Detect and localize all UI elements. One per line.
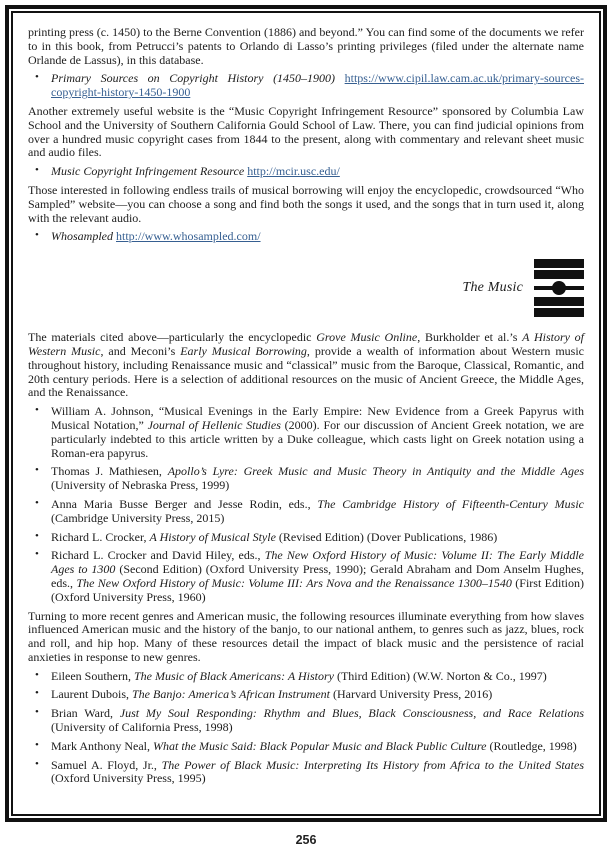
text-run: (University of California Press, 1998)	[51, 720, 233, 735]
italic-text: What the Music Said: Black Popular Music and Black Public Culture	[152, 738, 487, 753]
italic-text: A History of Musical Style	[149, 529, 276, 544]
section-heading-row	[28, 259, 584, 317]
text-run: William A. Johnson, “Musical Evenings in the Early Empire: New Evidence from a Greek Papyrus with Musical Notation,”	[51, 404, 584, 432]
text-run: Anna Maria Busse Berger and Jesse Rodin, eds.,	[51, 496, 318, 511]
text-run: Those interested in following endless trails of musical borrowing will enjoy the encyclopedic, crowdsourced “Who Sampled” website—you can choose a song and find both the songs it used, and the songs that in turn used it, along with the relevant audio.	[28, 182, 584, 225]
bullet-marker: •	[35, 529, 39, 542]
text-run: , provide a wealth of information about Western music throughout history, including Renaissance music and “classical” music from the Baroque, Classical, Romantic, and 20th century periods. Here is a selection of additional resources on the music of Ancient Greece, the Middle Ages, and the Renaissance.	[28, 343, 584, 400]
list-item-text	[51, 164, 340, 178]
bullet-marker: •	[35, 548, 39, 561]
staff-bar	[534, 270, 584, 279]
bullet-marker: •	[35, 757, 39, 770]
list-item	[28, 707, 584, 735]
list-item-text	[51, 404, 584, 459]
hyperlink[interactable]: http://www.whosampled.com/	[116, 229, 261, 244]
list-item	[28, 740, 584, 754]
text-run: Richard L. Crocker,	[51, 529, 150, 544]
page-number: 256	[295, 833, 317, 847]
italic-text: Early Musical Borrowing	[180, 343, 307, 358]
italic-text: The New Oxford History of Music: Volume III: Ars Nova and the Renaissance 1300–1540	[76, 575, 512, 590]
italic-text: Primary Sources on Copyright History (1450–1900)	[51, 71, 345, 86]
text-run: , and Meconi’s	[100, 343, 181, 358]
page-border	[5, 5, 607, 822]
list-item-text	[51, 739, 577, 753]
list-item-text	[51, 229, 261, 243]
list-item	[28, 72, 584, 100]
text-run: (First Edition) (Oxford University Press, 1960)	[51, 575, 585, 604]
text-run: (Cambridge University Press, 2015)	[51, 510, 225, 525]
text-run: Another extremely useful website is the “Music Copyright Infringement Resource” sponsored by Columbia Law School and the University of Southern California Gould School of Law. There, you can find judicial opinions from over a hundred music copyright cases from 1844 to the present, along with commentary and relevant sheet music and audio files.	[28, 103, 584, 160]
list-item-text	[51, 530, 497, 544]
list-item-text	[51, 548, 584, 603]
italic-text: The Banjo: America’s African Instrument	[131, 687, 330, 702]
bullet-marker: •	[35, 706, 39, 719]
text-run: (Second Edition) (Oxford University Press, 1990); Gerald Abraham and Dom Anselm Hughes, eds.,	[51, 562, 584, 590]
text-run: , Burkholder et al.’s	[417, 330, 523, 345]
italic-text: Whosampled	[51, 229, 116, 244]
bullet-marker: •	[35, 668, 39, 681]
note-dot-icon	[552, 281, 566, 295]
italic-text: Grove Music Online	[316, 330, 418, 345]
text-run: Mark Anthony Neal,	[51, 738, 153, 753]
bullet-marker: •	[35, 229, 39, 242]
text-run: (Routledge, 1998)	[486, 738, 577, 753]
list-item-text	[51, 497, 584, 525]
italic-text: The New Oxford History of Music: Volume II: The Early Middle Ages to 1300	[51, 548, 584, 577]
list-item	[28, 549, 584, 604]
text-run: (Third Edition) (W.W. Norton & Co., 1997)	[333, 668, 547, 683]
staff-middle-line	[534, 281, 584, 295]
italic-text: Journal of Hellenic Studies	[147, 417, 281, 432]
bullet-marker: •	[35, 164, 39, 177]
italic-text: The Music of Black Americans: A History	[133, 668, 334, 683]
italic-text: A History of Western Music	[28, 330, 585, 358]
bullet-marker: •	[35, 404, 39, 417]
section-heading: The Music	[462, 280, 523, 296]
staff-bar	[534, 297, 584, 306]
bullet-marker: •	[35, 738, 39, 751]
list-item-text	[51, 706, 584, 734]
text-run: The materials cited above—particularly the encyclopedic	[28, 330, 317, 345]
text-run: printing press (c. 1450) to the Berne Convention (1886) and beyond.” You can find some of the documents we refer to in this book, from Petrucci’s patents to Orlando di Lasso’s printing privileges (filed under the alternate name Orlande de Lassus), in this database.	[28, 25, 584, 67]
bullet-marker: •	[35, 464, 39, 477]
music-staff-icon	[534, 259, 584, 317]
list-item-text	[51, 464, 584, 492]
italic-text: Music Copyright Infringement Resource	[51, 164, 248, 179]
text-run: Laurent Dubois,	[51, 687, 132, 702]
paragraph	[28, 26, 584, 67]
italic-text: Just My Soul Responding: Rhythm and Blues, Black Consciousness, and Race Relations	[119, 706, 584, 721]
list-item	[28, 688, 584, 702]
text-run: (2000). For our discussion of Ancient Greek notation, we are particularly indebted to this article written by a Duke colleague, which casts light on Greek notation using a Roman-era papyrus.	[51, 417, 585, 460]
text-run: Richard L. Crocker and David Hiley, eds.,	[51, 548, 265, 563]
paragraph	[28, 610, 584, 665]
text-run: Thomas J. Mathiesen,	[51, 464, 168, 479]
bullet-marker: •	[35, 687, 39, 700]
paragraph	[28, 184, 584, 225]
staff-bar	[534, 259, 584, 268]
list-item	[28, 405, 584, 460]
page-inner-border	[11, 11, 601, 816]
text-run: Samuel A. Floyd, Jr.,	[51, 757, 162, 772]
list-item-text	[51, 669, 547, 683]
hyperlink[interactable]: https://www.cipil.law.cam.ac.uk/primary-sources-copyright-history-1450-1900	[51, 71, 584, 100]
list-item	[28, 759, 584, 787]
list-item	[28, 165, 584, 179]
italic-text: The Cambridge History of Fifteenth-Century Music	[317, 496, 584, 511]
paragraph	[28, 105, 584, 160]
list-item-text	[51, 687, 492, 701]
staff-bar	[534, 308, 584, 317]
list-item-text	[51, 71, 584, 99]
bullet-marker: •	[35, 71, 39, 84]
list-item-text	[51, 758, 584, 786]
text-run: (Oxford University Press, 1995)	[51, 771, 206, 786]
list-item	[28, 531, 584, 545]
list-item	[28, 465, 584, 493]
text-run: Brian Ward,	[51, 706, 120, 721]
list-item	[28, 670, 584, 684]
paragraph	[28, 331, 584, 400]
hyperlink[interactable]: http://mcir.usc.edu/	[247, 164, 340, 179]
text-run: (University of Nebraska Press, 1999)	[51, 478, 230, 493]
text-run: Turning to more recent genres and American music, the following resources illuminate everything from how slaves influenced American music and the history of the banjo, to our national anthem, to genres such as jazz, blues, rock and roll, and hip hop. Many of these resources detail the impact of black music and the persistence of racial anxieties in response to new genres.	[28, 608, 584, 664]
bullet-marker: •	[35, 496, 39, 509]
text-run: (Harvard University Press, 2016)	[329, 687, 493, 702]
list-item	[28, 498, 584, 526]
text-run: (Revised Edition) (Dover Publications, 1986)	[275, 529, 498, 544]
italic-text: The Power of Black Music: Interpreting Its History from Africa to the United States	[161, 757, 584, 772]
list-item	[28, 230, 584, 244]
text-run: Eileen Southern,	[51, 668, 134, 683]
italic-text: Apollo’s Lyre: Greek Music and Music Theory in Antiquity and the Middle Ages	[167, 464, 584, 479]
page-content	[28, 26, 584, 786]
